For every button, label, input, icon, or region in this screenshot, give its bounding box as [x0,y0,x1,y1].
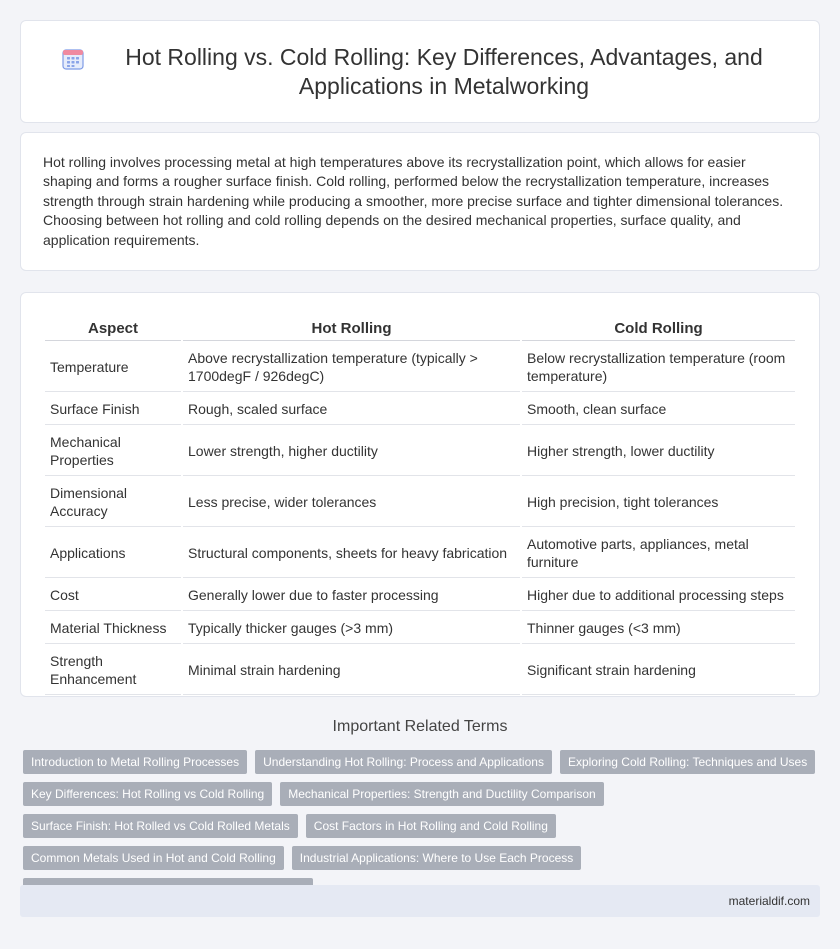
intro-paragraph: Hot rolling involves processing metal at high temperatures above its recrystallization point, which allows for easier shaping and forms a rougher surface finish. Cold rolling, performed below the recrystallization temperature, increases strength through strain hardening while producing a smoother, more precise surface and tighter dimensional tolerances. Choosing between hot rolling and cold rolling depends on the desired mechanical properties, surface quality, and application requirements. [43,154,784,248]
calendar-icon [61,47,85,71]
cold-rolling-cell: High precision, tight tolerances [522,478,795,527]
cold-rolling-cell: Higher strength, lower ductility [522,427,795,476]
related-term-tag[interactable]: Cost Factors in Hot Rolling and Cold Rolling [306,814,556,838]
aspect-cell: Cost [45,580,181,611]
comparison-table [43,313,797,697]
table-row [45,394,795,425]
related-term-tag[interactable]: Understanding Hot Rolling: Process and Applications [255,750,552,774]
cold-rolling-cell: Significant strain hardening [522,646,795,695]
aspect-cell: Temperature [45,343,181,392]
related-term-tag[interactable]: Exploring Cold Rolling: Techniques and Uses [560,750,815,774]
column-header-aspect: Aspect [45,315,181,341]
header-card [20,20,820,123]
comparison-table-card [20,292,820,697]
related-terms-list [23,750,823,902]
hot-rolling-cell: Lower strength, higher ductility [183,427,520,476]
table-row [45,580,795,611]
page-title: Hot Rolling vs. Cold Rolling: Key Differences, Advantages, and Applications in Metalworking [125,43,763,99]
table-row [45,646,795,695]
aspect-cell: Strength Enhancement [45,646,181,695]
column-header-hot-rolling: Hot Rolling [183,315,520,341]
aspect-cell: Mechanical Properties [45,427,181,476]
cold-rolling-cell: Smooth, clean surface [522,394,795,425]
hot-rolling-cell: Structural components, sheets for heavy fabrication [183,529,520,578]
related-term-tag[interactable]: Surface Finish: Hot Rolled vs Cold Rolled Metals [23,814,298,838]
hot-rolling-cell: Less precise, wider tolerances [183,478,520,527]
related-term-tag[interactable]: Mechanical Properties: Strength and Ductility Comparison [280,782,603,806]
aspect-cell: Dimensional Accuracy [45,478,181,527]
cold-rolling-cell: Thinner gauges (<3 mm) [522,613,795,644]
hot-rolling-cell: Minimal strain hardening [183,646,520,695]
table-row [45,529,795,578]
related-term-tag[interactable]: Common Metals Used in Hot and Cold Rolling [23,846,284,870]
footer [20,885,820,917]
table-row [45,478,795,527]
cold-rolling-cell: Below recrystallization temperature (room temperature) [522,343,795,392]
hot-rolling-cell: Above recrystallization temperature (typically > 1700degF / 926degC) [183,343,520,392]
table-row [45,427,795,476]
cold-rolling-cell: Automotive parts, appliances, metal furniture [522,529,795,578]
related-term-tag[interactable]: Introduction to Metal Rolling Processes [23,750,247,774]
footer-site-link[interactable]: materialdif.com [728,894,810,908]
aspect-cell: Applications [45,529,181,578]
table-row [45,613,795,644]
related-terms-heading: Important Related Terms [332,718,508,735]
hot-rolling-cell: Typically thicker gauges (>3 mm) [183,613,520,644]
column-header-cold-rolling: Cold Rolling [522,315,795,341]
hot-rolling-cell: Rough, scaled surface [183,394,520,425]
table-header-row [45,315,795,341]
aspect-cell: Surface Finish [45,394,181,425]
hot-rolling-cell: Generally lower due to faster processing [183,580,520,611]
related-term-tag[interactable]: Key Differences: Hot Rolling vs Cold Rolling [23,782,272,806]
cold-rolling-cell: Higher due to additional processing steps [522,580,795,611]
intro-card [20,132,820,271]
table-row [45,343,795,392]
aspect-cell: Material Thickness [45,613,181,644]
related-term-tag[interactable]: Industrial Applications: Where to Use Each Process [292,846,581,870]
